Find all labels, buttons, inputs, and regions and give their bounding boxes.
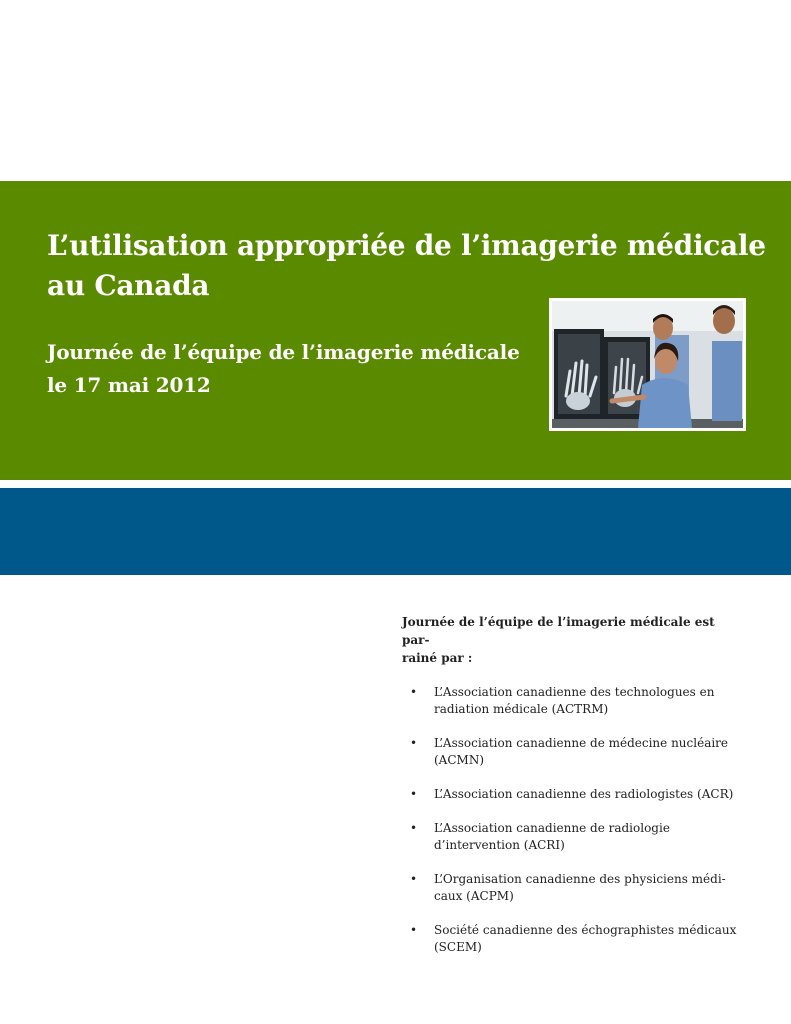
- event-subtitle: [47, 336, 520, 402]
- bullet-icon: •: [410, 821, 418, 835]
- bullet-icon: •: [410, 736, 418, 750]
- blue-band: [0, 488, 791, 575]
- list-item: • L’Association canadienne de médecine nucléaire (ACMN): [410, 736, 729, 767]
- list-item: • Société canadienne des échographistes médicaux (SCEM): [410, 923, 737, 954]
- sponsor-section: [402, 613, 742, 973]
- title-line: au Canada: [47, 269, 210, 302]
- bullet-icon: •: [410, 923, 418, 937]
- bullet-icon: •: [410, 685, 418, 699]
- title-line: L’utilisation appropriée de l’imagerie médicale: [47, 229, 766, 262]
- sponsor-heading: Journée de l’équipe de l’imagerie médicale est par- rainé par :: [402, 615, 715, 665]
- list-item: • L’Organisation canadienne des physiciens médi- caux (ACPM): [410, 872, 726, 903]
- list-item: • L’Association canadienne des technologues en radiation médicale (ACTRM): [410, 685, 715, 716]
- subtitle-date: le 17 mai 2012: [47, 373, 211, 397]
- document-title: [47, 226, 767, 306]
- list-item: • L’Association canadienne de radiologie d’intervention (ACRI): [410, 821, 670, 852]
- sponsor-list: [402, 684, 742, 956]
- subtitle-line: Journée de l’équipe de l’imagerie médicale: [47, 340, 520, 364]
- list-item: • L’Association canadienne des radiologistes (ACR): [410, 787, 734, 801]
- bullet-icon: •: [410, 872, 418, 886]
- bullet-icon: •: [410, 787, 418, 801]
- medical-team-photo: [549, 298, 746, 431]
